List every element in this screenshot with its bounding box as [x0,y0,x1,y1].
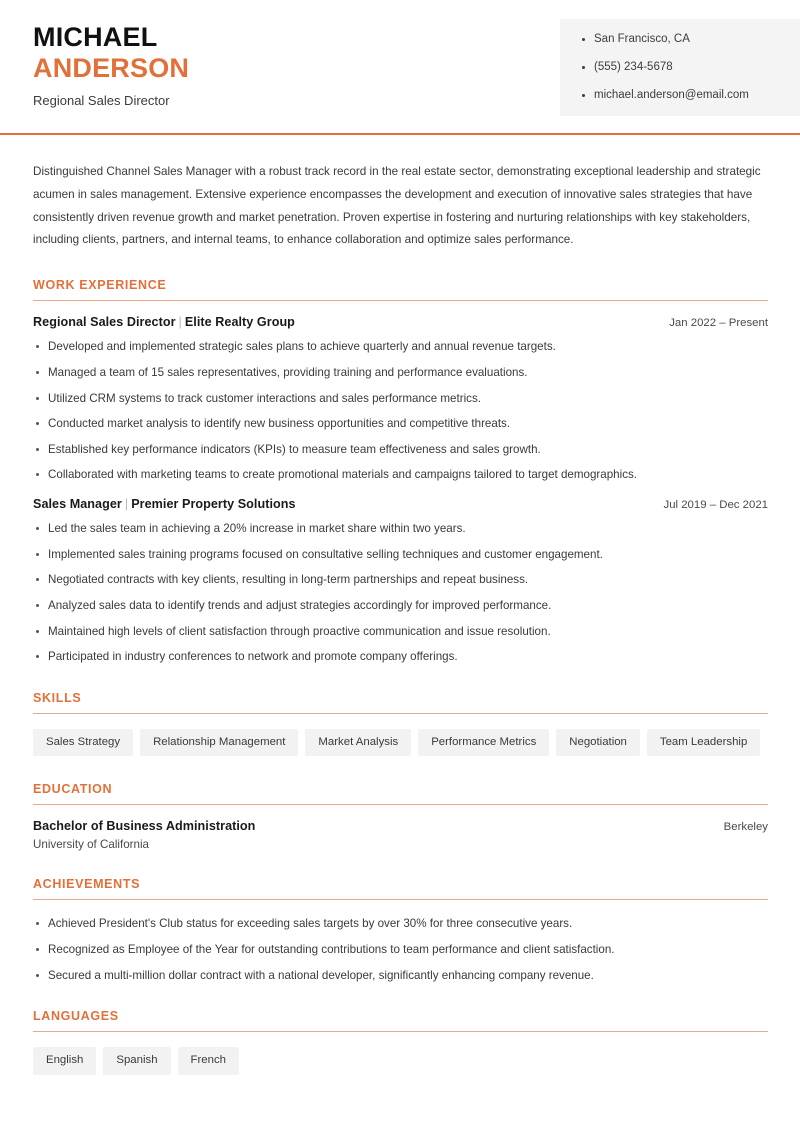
section-divider [33,300,768,301]
bullet-dot-icon [36,553,39,556]
experience-company: Elite Realty Group [184,315,295,330]
language-chip: English [33,1047,96,1075]
section-languages [33,1009,768,1075]
skill-chip: Performance Metrics [418,729,549,757]
experience-role: Sales Manager [33,497,122,512]
contact-box [560,19,800,116]
experience-dates: Jan 2022 – Present [669,317,768,330]
experience-role-company [33,315,295,329]
bullet-dot-icon [582,38,585,41]
skill-chip: Team Leadership [647,729,760,757]
bullet-dot-icon [36,345,39,348]
bullet-dot-icon [36,422,39,425]
bullet-dot-icon [36,448,39,451]
education-location: Berkeley [723,821,768,834]
skill-chip: Sales Strategy [33,729,133,757]
section-divider [33,1031,768,1032]
experience-entry [33,315,768,483]
contact-item-phone[interactable] [582,61,790,75]
education-degree: Bachelor of Business Administration [33,819,256,834]
first-name: MICHAEL [33,22,158,52]
experience-entry-header [33,315,768,329]
bullet-item [33,547,768,563]
bullet-text: Collaborated with marketing teams to create promotional materials and campaigns tailored to target demographics. [48,468,638,482]
professional-summary: Distinguished Channel Sales Manager with a robust track record in the real estate sector, demonstrating exceptional leadership and strategic acumen in sales management. Extensive experience encompasses the development and execution of innovative sales strategies that have consistently driven revenue growth and market penetration. Proven expertise in fostering and nurturing relationships with key stakeholders, including clients, partners, and internal teams, to enhance collaboration and optimize sales performance. [33,165,761,247]
bullet-item [33,467,768,483]
section-title-education: EDUCATION [33,782,113,797]
section-education [33,782,768,851]
header-divider [0,133,800,135]
bullet-item [33,339,768,355]
title-separator: | [178,315,182,330]
bullet-dot-icon [36,578,39,581]
bullet-text: Led the sales team in achieving a 20% increase in market share within two years. [48,522,466,536]
experience-role-company [33,497,296,511]
section-achievements [33,877,768,983]
contact-phone-text: (555) 234-5678 [594,60,673,73]
experience-entry-header [33,497,768,511]
bullet-text: Maintained high levels of client satisfaction through proactive communication and issue resolution. [48,624,551,638]
bullet-text: Utilized CRM systems to track customer interactions and sales performance metrics. [48,391,481,405]
section-divider [33,713,768,714]
bullet-item [33,572,768,588]
skill-chip: Negotiation [556,729,640,757]
bullet-text: Developed and implemented strategic sales plans to achieve quarterly and annual revenue targets. [48,340,556,354]
bullet-text: Recognized as Employee of the Year for outstanding contributions to team performance and client satisfaction. [48,943,615,957]
experience-bullet-list [33,521,768,665]
section-divider [33,804,768,805]
achievements-bullet-list [33,916,768,983]
bullet-dot-icon [582,66,585,69]
bullet-item [33,942,768,958]
bullet-text: Negotiated contracts with key clients, resulting in long-term partnerships and repeat business. [48,573,529,587]
bullet-dot-icon [36,371,39,374]
bullet-text: Established key performance indicators (KPIs) to measure team effectiveness and sales growth. [48,442,541,456]
experience-bullet-list [33,339,768,483]
bullet-dot-icon [36,527,39,530]
experience-dates: Jul 2019 – Dec 2021 [663,499,768,512]
bullet-item [33,391,768,407]
education-entry-header [33,819,768,833]
skills-chip-list [33,729,768,757]
experience-role: Regional Sales Director [33,315,176,330]
last-name: ANDERSON [33,52,190,83]
title-separator: | [124,497,129,512]
bullet-item [33,365,768,381]
resume-header [0,0,800,134]
skill-chip: Relationship Management [140,729,298,757]
section-divider [33,899,768,900]
bullet-item [33,598,768,614]
bullet-text: Secured a multi-million dollar contract with a national developer, significantly enhancing company revenue. [48,968,594,982]
education-entry [33,819,768,851]
bullet-dot-icon [36,604,39,607]
section-title-languages: LANGUAGES [33,1009,119,1024]
contact-item-email[interactable] [582,89,790,103]
bullet-item [33,968,768,984]
experience-company: Premier Property Solutions [131,497,296,512]
section-skills [33,691,768,757]
language-chip: Spanish [103,1047,170,1075]
bullet-dot-icon [36,948,39,951]
bullet-item [33,649,768,665]
bullet-text: Participated in industry conferences to network and promote company offerings. [48,650,458,664]
contact-list [582,33,790,102]
section-title-achievements: ACHIEVEMENTS [33,877,141,892]
section-title-work-experience: WORK EXPERIENCE [33,278,167,293]
bullet-text: Conducted market analysis to identify new business opportunities and competitive threats. [48,417,511,431]
bullet-dot-icon [36,922,39,925]
bullet-dot-icon [36,473,39,476]
bullet-item [33,442,768,458]
bullet-dot-icon [36,397,39,400]
education-school: University of California [33,838,149,852]
bullet-dot-icon [582,94,585,97]
bullet-text: Analyzed sales data to identify trends and adjust strategies accordingly for improved performance. [48,599,552,613]
bullet-text: Implemented sales training programs focused on consultative selling techniques and customer engagement. [48,547,603,561]
job-title: Regional Sales Director [33,92,170,108]
bullet-dot-icon [36,655,39,658]
languages-chip-list [33,1047,768,1075]
bullet-item [33,416,768,432]
experience-entry [33,497,768,665]
bullet-item [33,521,768,537]
bullet-dot-icon [36,630,39,633]
bullet-text: Achieved President's Club status for exceeding sales targets by over 30% for three consecutive years. [48,917,573,931]
bullet-dot-icon [36,974,39,977]
bullet-item [33,624,768,640]
language-chip: French [178,1047,239,1075]
contact-item-location [582,33,790,47]
section-title-skills: SKILLS [33,690,82,705]
contact-email-text: michael.anderson@email.com [594,88,749,101]
bullet-text: Managed a team of 15 sales representatives, providing training and performance evaluations. [48,365,528,379]
section-work-experience [33,278,768,665]
skill-chip: Market Analysis [305,729,411,757]
resume-body [0,161,800,1075]
contact-location-text: San Francisco, CA [594,33,690,45]
bullet-item [33,916,768,932]
